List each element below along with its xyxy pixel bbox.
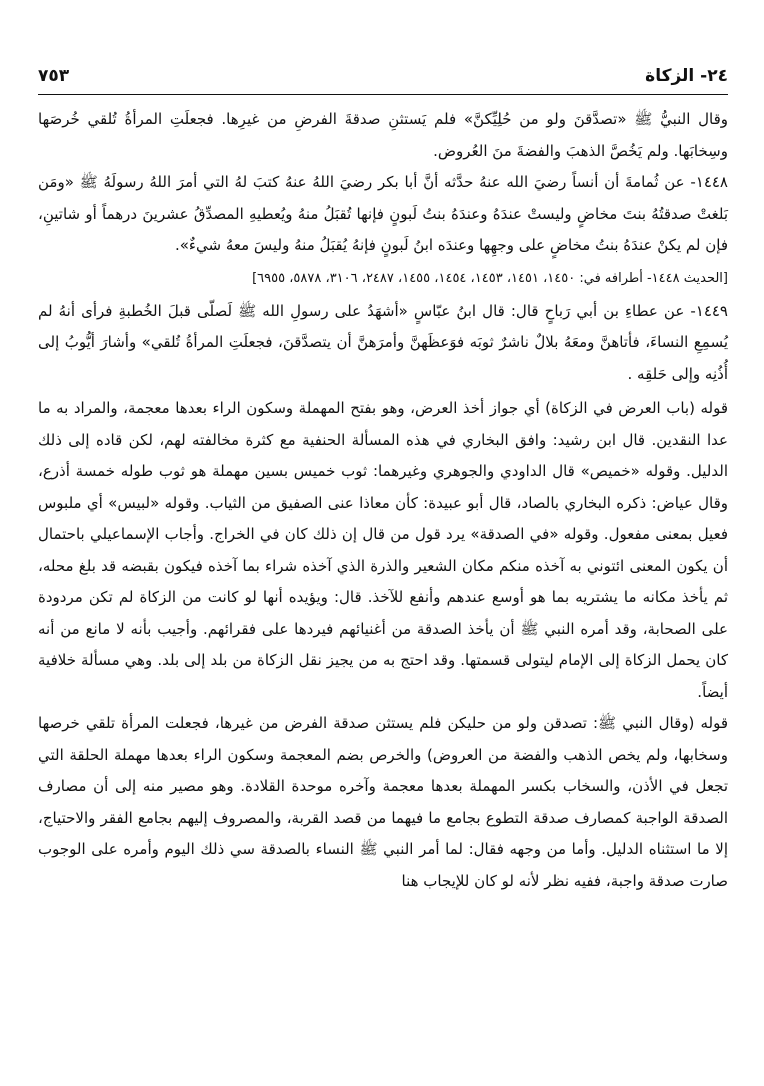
hadith-1448: ١٤٤٨- عن ثُمامةَ أن أنساً رضيَ الله عنهُ حدَّثه أنَّ أبا بكر رضيَ اللهُ عنهُ كتبَ لهُ التي أمرَ اللهُ رسولَهُ ﷺ «ومَن بَلغتْ صدقتُهُ بنتَ مخاضٍ وليستْ عندَهُ وعندَهُ بنتُ لَبونٍ فإنها تُقبَلُ منهُ ويُعطيهِ المصدِّقُ عشرينَ درهماً أو شاتينِ، فإن لم يكنْ عندَهُ بنتُ مخاضٍ على وجهِها وعندَه ابنُ لَبونٍ فإنهُ يُقبَلُ منهُ وليسَ معهُ شيءٌ». [38, 173, 728, 254]
page-body [38, 104, 728, 897]
page-header [38, 62, 728, 90]
page-number: ٧٥٣ [38, 66, 70, 86]
chapter-title: ٢٤- الزكاة [645, 66, 728, 86]
hadith-1448-references: [الحديث ١٤٤٨- أطرافه في: ١٤٥٠، ١٤٥١، ١٤٥٣، ١٤٥٤، ١٤٥٥، ٢٤٨٧، ٣١٠٦، ٥٨٧٨، ٦٩٥٥] [252, 270, 728, 286]
page [38, 48, 728, 1048]
commentary-paragraph-2: قوله (وقال النبي ﷺ: تصدقن ولو من حليكن فلم يستثن صدقة الفرض من غيرها، فجعلت المرأة تلقي خرصها وسخابها، ولم يخص الذهب والفضة من العروض) والخرص بضم المعجمة وسكون الراء بعدها مهملة الحلقة التي تجعل في الأذن، والسخاب بكسر المهملة بعدها معجمة وآخره موحدة القلادة. وهو مصير منه إلى أن مصارف الصدقة الواجبة كمصارف صدقة التطوع بجامع ما فيهما من قصد القربة، والمصروف إليهم بجامع الفقر والاحتياج، إلا ما استثناه الدليل. وأما من وجهه فقال: لما أمر النبي ﷺ النساء بالصدقة سي ذلك اليوم وأمره على الوجوب صارت صدقة واجبة، ففيه نظر لأنه لو كان للإيجاب هنا [38, 714, 728, 890]
header-rule [38, 94, 728, 95]
matn-paragraph-1: وقال النبيُّ ﷺ «تصدَّقنَ ولو من حُلِيِّكنَّ» فلم يَستثنِ صدقةَ الفرضِ من غيرِها. فجعلَتِ المرأةُ تُلقي خُرصَها وسِخابَها. ولم يَخُصَّ الذهبَ والفضةَ منَ العُروض. [38, 110, 728, 160]
commentary-paragraph-1: قوله (باب العرض في الزكاة) أي جواز أخذ العرض، وهو بفتح المهملة وسكون الراء بعدها معجمة، والمراد به ما عدا النقدين. قال ابن رشيد: وافق البخاري في هذه المسألة الحنفية مع كثرة مخالفته لهم، لكن قاده إلى ذلك الدليل. وقوله «خميص» قال الداودي والجوهري وغيرهما: ثوب خميس بسين مهملة هو ثوب طوله خمسة أذرع، وقال عياض: ذكره البخاري بالصاد، قال أبو عبيدة: كأن معاذا عنى الصفيق من الثياب. وقوله «لبيس» أي ملبوس فعيل بمعنى مفعول. وقوله «في الصدقة» يرد قول من قال إن ذلك كان في الخراج. وأجاب الإسماعيلي باحتمال أن يكون المعنى ائتوني به آخذه منكم مكان الشعير والذرة الذي آخذه شراء بما آخذه فيكون بقبضه قد بلغ محله، ثم يأخذ مكانه ما يشتريه بما هو أوسع عندهم وأنفع للآخذ. قال: ويؤيده أنها لو كانت من الزكاة لم تكن مردودة على الصحابة، وقد أمره النبي ﷺ أن يأخذ الصدقة من أغنيائهم فيردها على فقرائهم. وأجيب بأنه لا مانع من أنه كان يحمل الزكاة إلى الإمام ليتولى قسمتها. وقد احتج به من يجيز نقل الزكاة من بلد إلى بلد. وهي مسألة خلافية أيضاً. [38, 399, 728, 701]
hadith-1449: ١٤٤٩- عن عطاءِ بن أبي رَباحٍ قال: قال ابنُ عبّاسٍ «أشهَدُ على رسولِ الله ﷺ لَصلّى قبلَ الخُطبةِ فرأى أنهُ لم يُسمِعِ النساءَ، فأتاهنَّ ومعَهُ بلالٌ ناشرٌ ثوبَه فوَعظَهنَّ وأمرَهنَّ أن يتصدَّقنَ، فجعلَتِ المرأةُ تُلقي» وأشارَ أيُّوبُ إلى أُذُنِه وإلى حَلقِه . [38, 301, 728, 383]
